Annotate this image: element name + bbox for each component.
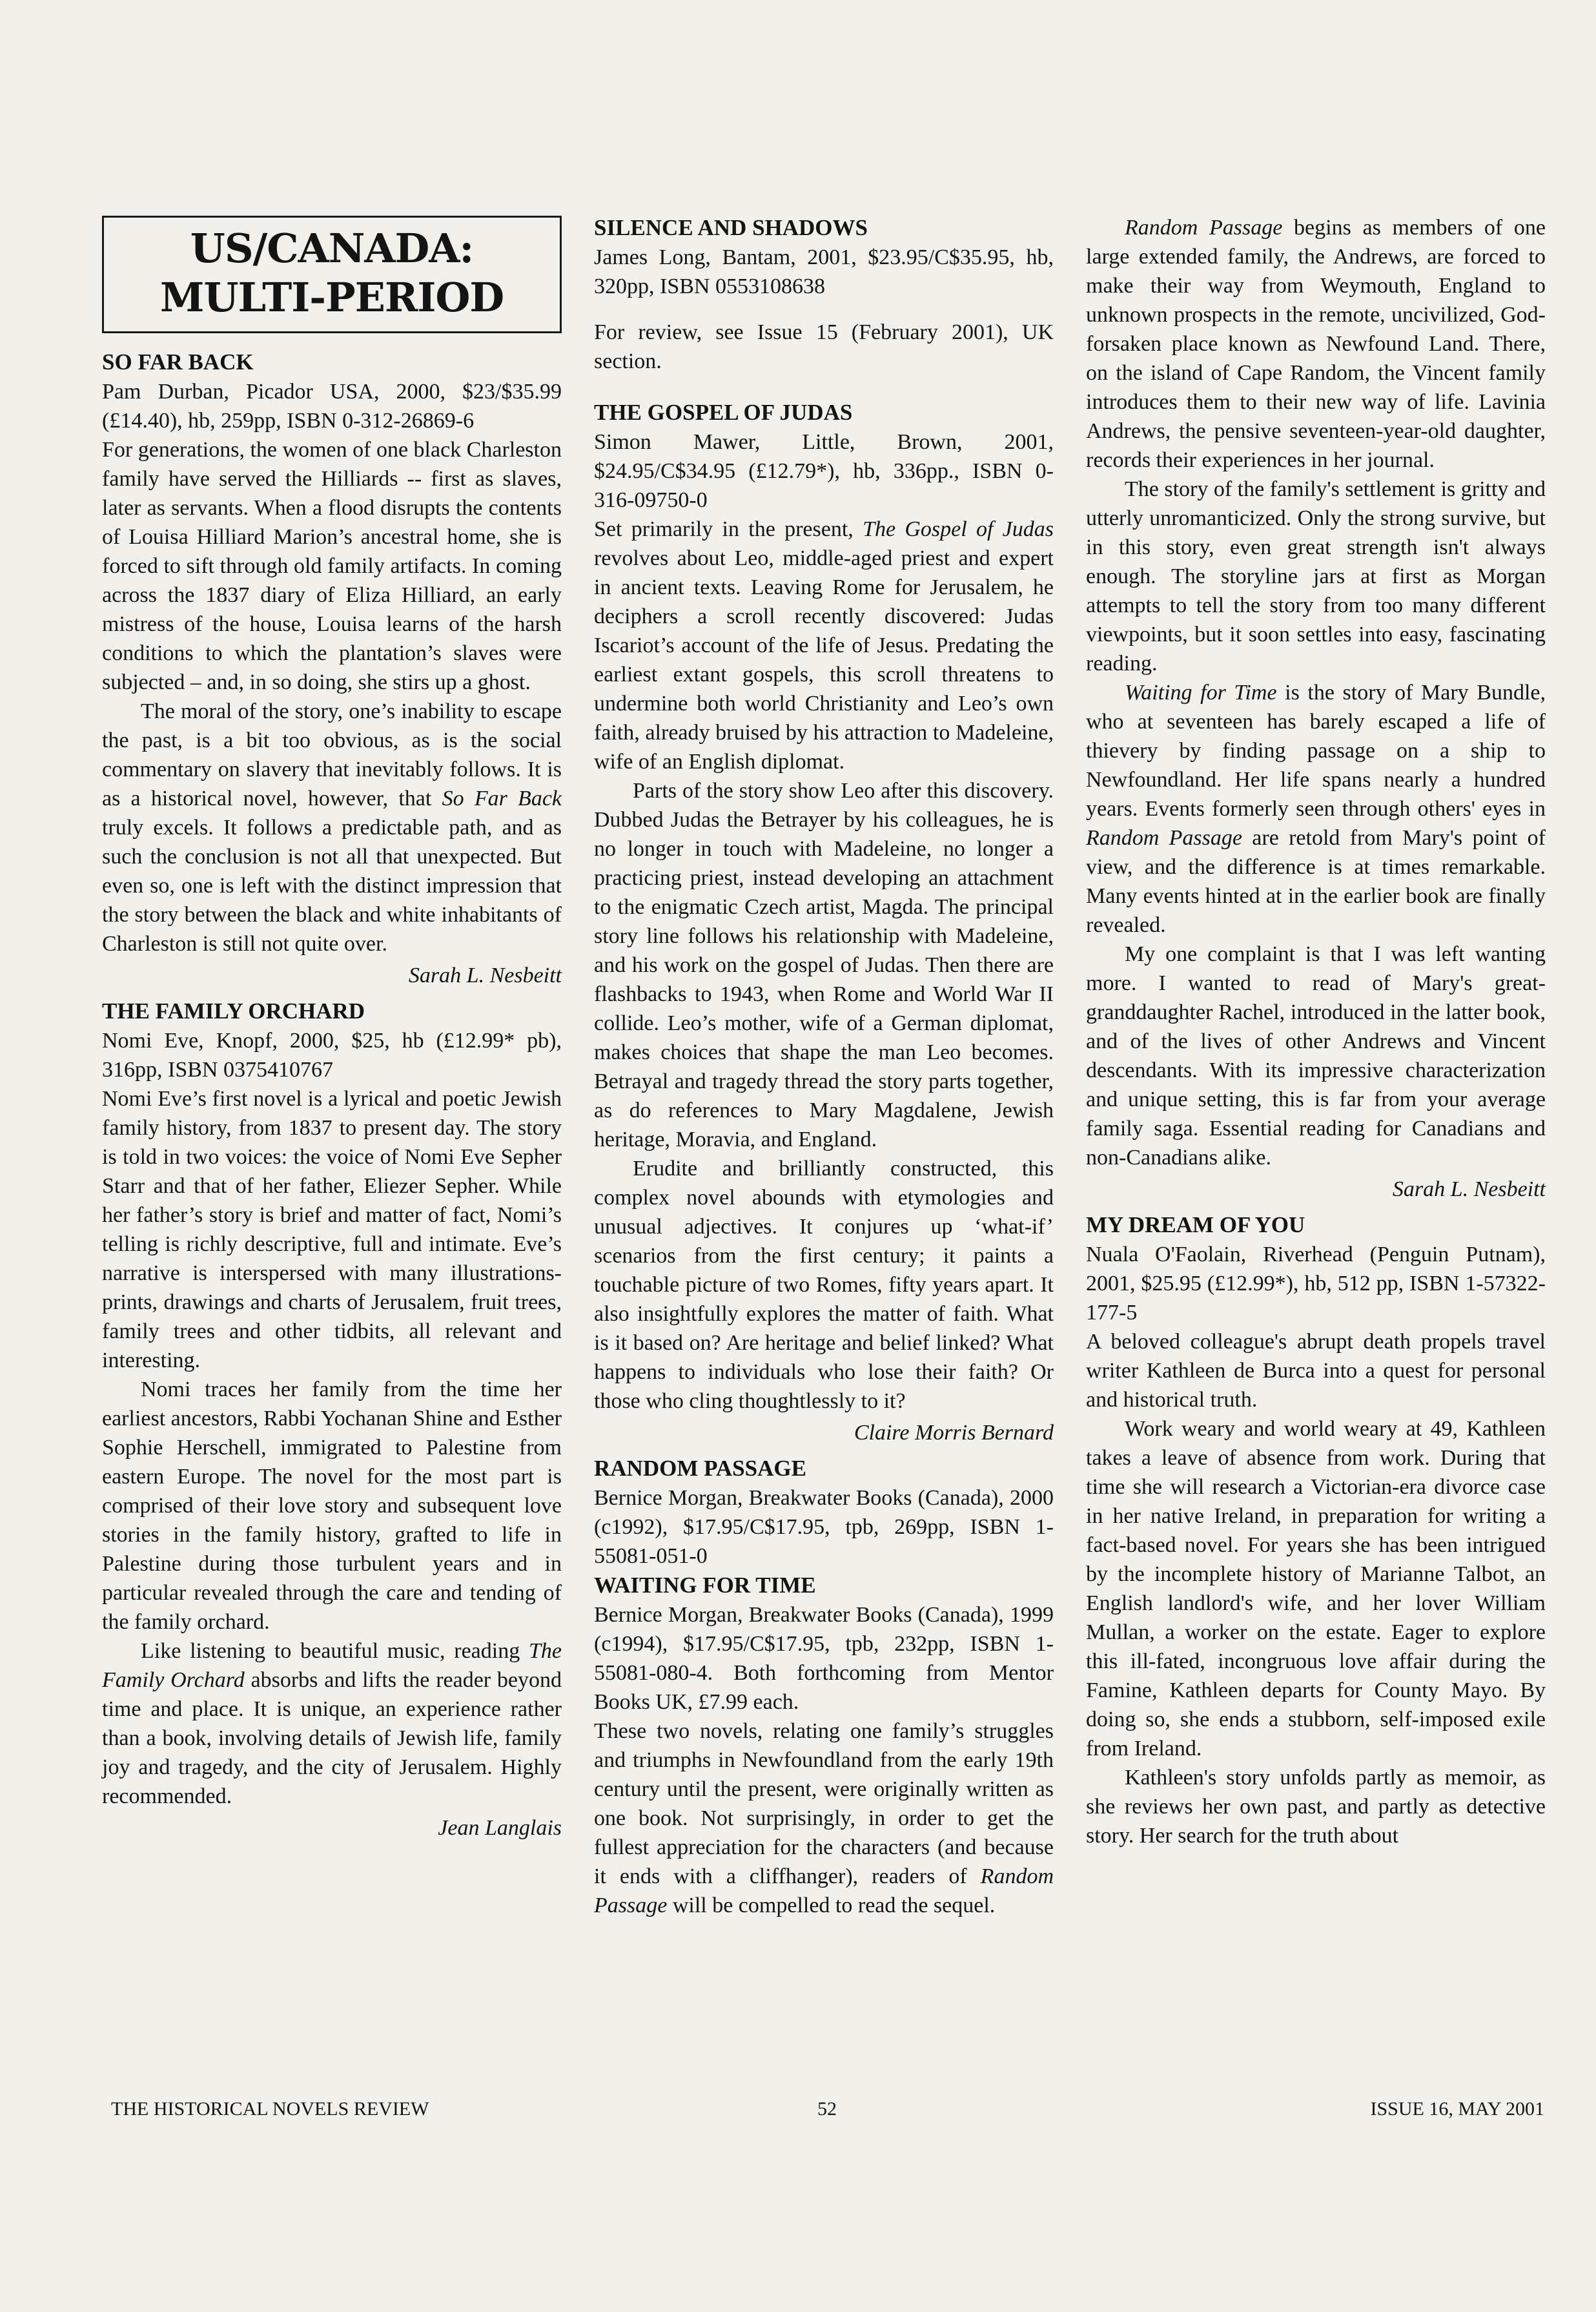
review-random-passage-continued bbox=[1086, 213, 1546, 1204]
review-paragraph: Nomi Eve’s first novel is a lyrical and poetic Jewish family history, from 1837 to present day. The story is told in two voices: the voice of Nomi Eve Sepher Starr and that of her father, Eliezer Sepher. While her father’s story is brief and matter of fact, Nomi’s telling is richly descriptive, full and intimate. Eve’s narrative is interspersed with many illustrations-prints, drawings and charts of Jerusalem, fruit trees, family trees and other tidbits, all relevant and interesting. bbox=[102, 1087, 562, 1372]
review-biblio: Nomi Eve, Knopf, 2000, $25, hb (£12.99* pb), 316pp, ISBN 0375410767 bbox=[102, 1029, 562, 1082]
review-title: MY DREAM OF YOU bbox=[1086, 1212, 1305, 1237]
review-biblio: Nuala O'Faolain, Riverhead (Penguin Putnam), 2001, $25.95 (£12.99*), hb, 512 pp, ISBN 1-57322-177-5 bbox=[1086, 1243, 1546, 1325]
review-paragraph: Set primarily in the present, The Gospel of Judas revolves about Leo, middle-aged priest and expert in ancient texts. Leaving Rome for Jerusalem, he deciphers a scroll recently discovered: Judas Iscariot’s account of the life of Jesus. Predating the earliest extant gospels, this scroll threatens to undermine both world Christianity and Leo’s own faith, already bruised by his attraction to Madeleine, wife of an English diplomat. bbox=[594, 517, 1054, 774]
reviewer-name: Sarah L. Nesbeitt bbox=[408, 964, 562, 987]
review-paragraph: A beloved colleague's abrupt death propels travel writer Kathleen de Burca into a quest for personal and historical truth. bbox=[1086, 1330, 1546, 1412]
review-biblio: Bernice Morgan, Breakwater Books (Canada), 1999 (c1994), $17.95/C$17.95, tpb, 232pp, ISBN 1-55081-080-4. Both forthcoming from Mentor Books UK, £7.99 each. bbox=[594, 1603, 1054, 1714]
review-my-dream-of-you bbox=[1086, 1210, 1546, 1850]
review-paragraph: These two novels, relating one family’s struggles and triumphs in Newfoundland from the early 19th century until the present, were originally written as one book. Not surprisingly, in order to get the fullest appreciation for the characters (and because it ends with a cliffhanger), readers of Random Passage will be compelled to read the sequel. bbox=[594, 1719, 1054, 1917]
review-title: THE GOSPEL OF JUDAS bbox=[594, 400, 853, 425]
review-title: THE FAMILY ORCHARD bbox=[102, 998, 365, 1024]
section-heading-line2: MULTI-PERIOD bbox=[159, 274, 504, 321]
review-so-far-back bbox=[102, 347, 562, 990]
review-paragraph: Parts of the story show Leo after this discovery. Dubbed Judas the Betrayer by his colleagues, he is no longer in touch with Madeleine, no longer a practicing priest, instead developing an attachment to the enigmatic Czech artist, Magda. The principal story line follows his relationship with Madeleine, and his work on the gospel of Judas. Then there are flashbacks to 1943, when Rome and World War II collide. Leo’s mother, wife of a German diplomat, makes choices that shape the man Leo becomes. Betrayal and tragedy thread the story parts together, as do references to Mary Magdalene, Jewish heritage, Moravia, and England. bbox=[594, 779, 1054, 1151]
review-paragraph: For review, see Issue 15 (February 2001), UK section. bbox=[594, 320, 1054, 373]
section-heading-box bbox=[102, 216, 562, 333]
review-random-passage bbox=[594, 1454, 1054, 1920]
review-paragraph: For generations, the women of one black Charleston family have served the Hilliards -- first as slaves, later as servants. When a flood disrupts the contents of Louisa Hilliard Marion’s ancestral home, she is forced to sift through old family artifacts. In coming across the 1837 diary of Eliza Hilliard, an early mistress of the house, Louisa learns of the harsh conditions to which the plantation’s slaves were subjected – and, in so doing, she stirs up a ghost. bbox=[102, 438, 562, 694]
review-biblio: Bernice Morgan, Breakwater Books (Canada), 2000 (c1992), $17.95/C$17.95, tpb, 269pp, ISBN 1-55081-051-0 bbox=[594, 1486, 1054, 1568]
review-silence-and-shadows bbox=[594, 213, 1054, 376]
review-title: SO FAR BACK bbox=[102, 349, 254, 375]
column-3 bbox=[1086, 213, 1546, 1850]
review-title: WAITING FOR TIME bbox=[594, 1573, 816, 1598]
review-paragraph: My one complaint is that I was left wanting more. I wanted to read of Mary's great-granddaughter Rachel, introduced in the latter book, and of the lives of other Andrews and Vincent descendants. With its impressive characterization and unique setting, this is far from your average family saga. Essential reading for Canadians and non-Canadians alike. bbox=[1086, 942, 1546, 1170]
column-1 bbox=[102, 213, 562, 1842]
footer-page-number: 52 bbox=[817, 2098, 837, 2120]
review-paragraph: Waiting for Time is the story of Mary Bundle, who at seventeen has barely escaped a life of thievery by finding passage on a ship to Newfoundland. Her life spans nearly a hundred years. Events formerly seen through others' eyes in Random Passage are retold from Mary's point of view, and the difference is at times remarkable. Many events hinted at in the earlier book are finally revealed. bbox=[1086, 681, 1546, 937]
review-paragraph: Work weary and world weary at 49, Kathleen takes a leave of absence from work. During that time she will research a Victorian-era divorce case in her native Ireland, in preparation for writing a fact-based novel. For years she has been intrigued by the incomplete history of Marianne Talbot, an English landlord's wife, and her lover William Mullan, a worker on the estate. Eager to explore this ill-fated, incongruous love affair during the Famine, Kathleen departs for County Mayo. By doing so, she ends a stubborn, self-imposed exile from Ireland. bbox=[1086, 1417, 1546, 1760]
review-paragraph: Random Passage begins as members of one large extended family, the Andrews, are forced to make their way from Weymouth, England to unknown prospects in the remote, uncivilized, God-forsaken place known as Newfound Land. There, on the island of Cape Random, the Vincent family introduces them to their new way of life. Lavinia Andrews, the pensive seventeen-year-old daughter, records their experiences in her journal. bbox=[1086, 216, 1546, 472]
review-family-orchard bbox=[102, 996, 562, 1842]
review-paragraph: Kathleen's story unfolds partly as memoir, as she reviews her own past, and partly as detective story. Her search for the truth about bbox=[1086, 1766, 1546, 1848]
review-paragraph: Nomi traces her family from the time her earliest ancestors, Rabbi Yochanan Shine and Esther Sophie Herschell, immigrated to Palestine from eastern Europe. The novel for the most part is comprised of their love story and subsequent love stories in the family history, grafted to life in Palestine during those turbulent years and in particular revealed through the care and tending of the family orchard. bbox=[102, 1378, 562, 1634]
review-biblio: Simon Mawer, Little, Brown, 2001, $24.95/C$34.95 (£12.79*), hb, 336pp., ISBN 0-316-09750-0 bbox=[594, 430, 1054, 512]
review-paragraph: Like listening to beautiful music, reading The Family Orchard absorbs and lifts the reader beyond time and place. It is unique, an experience rather than a book, involving details of Jewish life, family joy and tragedy, and the city of Jerusalem. Highly recommended. bbox=[102, 1639, 562, 1808]
review-paragraph: The moral of the story, one’s inability to escape the past, is a bit too obvious, as is the social commentary on slavery that inevitably follows. It is as a historical novel, however, that So Far Back truly excels. It follows a predictable path, and as such the conclusion is not all that unexpected. But even so, one is left with the distinct impression that the story between the black and white inhabitants of Charleston is still not quite over. bbox=[102, 699, 562, 956]
reviewer-name: Sarah L. Nesbeitt bbox=[1392, 1177, 1546, 1201]
footer-issue: ISSUE 16, MAY 2001 bbox=[1370, 2098, 1544, 2120]
reviewer-name: Claire Morris Bernard bbox=[854, 1421, 1054, 1445]
review-title: SILENCE AND SHADOWS bbox=[594, 215, 868, 240]
review-biblio: James Long, Bantam, 2001, $23.95/C$35.95, hb, 320pp, ISBN 0553108638 bbox=[594, 245, 1054, 298]
reviewer-name: Jean Langlais bbox=[438, 1816, 562, 1840]
review-biblio: Pam Durban, Picador USA, 2000, $23/$35.99 (£14.40), hb, 259pp, ISBN 0-312-26869-6 bbox=[102, 380, 562, 433]
section-heading-line1: US/CANADA: bbox=[190, 225, 474, 272]
column-2 bbox=[594, 213, 1054, 1920]
review-title: RANDOM PASSAGE bbox=[594, 1456, 806, 1481]
review-paragraph: The story of the family's settlement is gritty and utterly unromanticized. Only the strong survive, but in this story, even great strength isn't always enough. The storyline jars at first as Morgan attempts to tell the story from too many different viewpoints, but it soon settles into easy, fascinating reading. bbox=[1086, 477, 1546, 676]
review-gospel-of-judas bbox=[594, 398, 1054, 1447]
footer-publication: THE HISTORICAL NOVELS REVIEW bbox=[111, 2098, 429, 2120]
review-paragraph: Erudite and brilliantly constructed, this complex novel abounds with etymologies and unusual adjectives. It conjures up ‘what-if’ scenarios from the first century; it paints a touchable picture of two Romes, fifty years apart. It also insightfully explores the matter of faith. What is it based on? Are heritage and belief linked? What happens to individuals who lose their faith? Or those who cling thoughtlessly to it? bbox=[594, 1157, 1054, 1413]
